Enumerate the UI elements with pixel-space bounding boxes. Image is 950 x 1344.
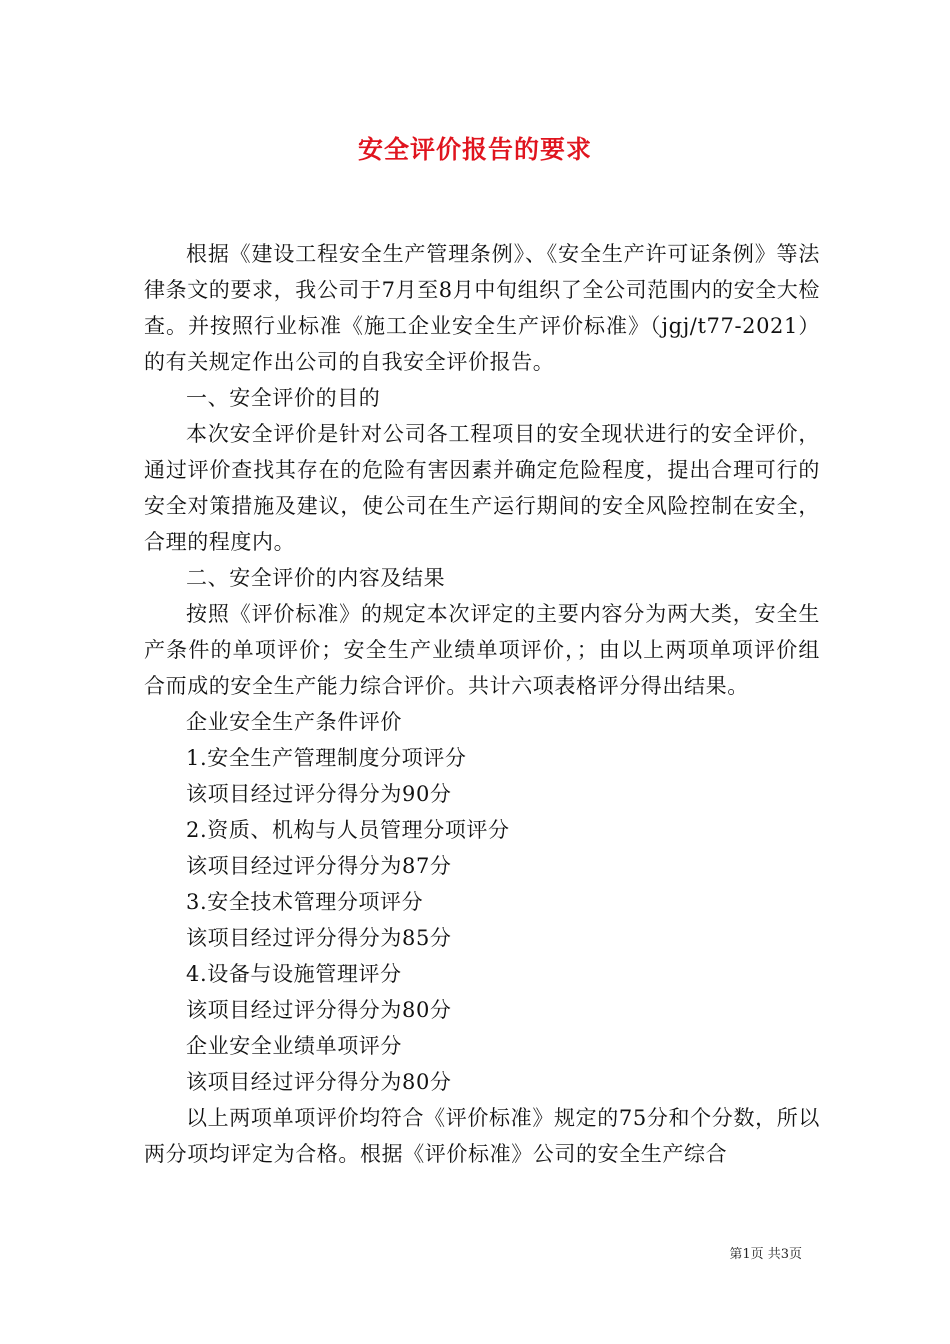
list-item: 1.安全生产管理制度分项评分 — [186, 746, 467, 770]
section-heading-content: 二、安全评价的内容及结果 — [186, 566, 446, 590]
paragraph-purpose: 本次安全评价是针对公司各工程项目的安全现状进行的安全评价，通过评价查找其存在的危险有害因素并确定危险程度，提出合理可行的安全对策措施及建议，使公司在生产运行期间的安全风险控制在安全，合理的程度内。 — [144, 422, 820, 554]
paragraph-intro: 根据《建设工程安全生产管理条例》、《安全生产许可证条例》等法律条文的要求，我公司于7月至8月中旬组织了全公司范围内的安全大检查。并按照行业标准《施工企业安全生产评价标准》（jgj/t77-2021）的有关规定作出公司的自我安全评价报告。 — [144, 242, 820, 374]
document-title: 安全评价报告的要求 — [357, 135, 592, 164]
document-body — [144, 236, 820, 1172]
list-item-score: 该项目经过评分得分为90分 — [186, 782, 452, 806]
list-item-score: 该项目经过评分得分为85分 — [186, 926, 452, 950]
list-item-score: 该项目经过评分得分为80分 — [186, 1070, 452, 1094]
list-heading-performance: 企业安全业绩单项评分 — [186, 1034, 402, 1058]
paragraph-conclusion: 以上两项单项评价均符合《评价标准》规定的75分和个分数，所以两分项均评定为合格。根据《评价标准》公司的安全生产综合 — [144, 1106, 820, 1166]
list-item: 2.资质、机构与人员管理分项评分 — [186, 818, 510, 842]
page-number: 第1页 共3页 — [729, 1247, 802, 1262]
paragraph-content: 按照《评价标准》的规定本次评定的主要内容分为两大类，安全生产条件的单项评价；安全生产业绩单项评价，；由以上两项单项评价组合而成的安全生产能力综合评价。共计六项表格评分得出结果。 — [144, 602, 820, 698]
section-heading-purpose: 一、安全评价的目的 — [186, 386, 381, 410]
list-heading-conditions: 企业安全生产条件评价 — [186, 710, 402, 734]
list-item: 4.设备与设施管理评分 — [186, 962, 402, 986]
list-item-score: 该项目经过评分得分为87分 — [186, 854, 452, 878]
list-item-score: 该项目经过评分得分为80分 — [186, 998, 452, 1022]
list-item: 3.安全技术管理分项评分 — [186, 890, 424, 914]
